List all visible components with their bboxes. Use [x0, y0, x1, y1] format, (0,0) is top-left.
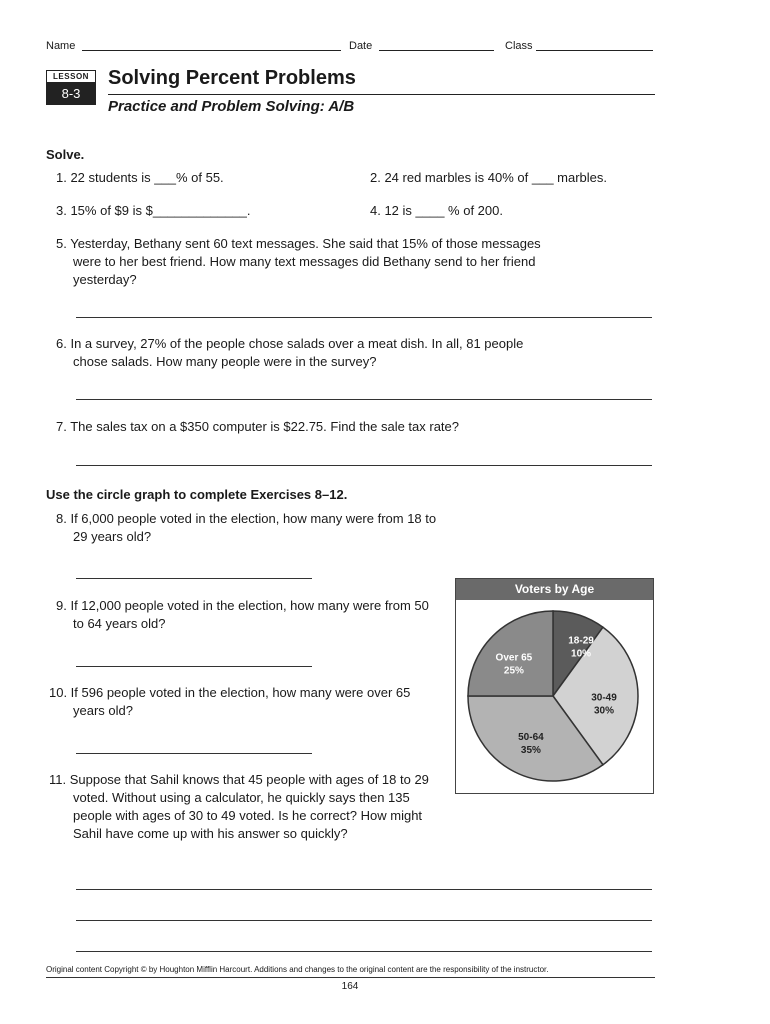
pie-label-50-64: 50-64 — [518, 732, 544, 744]
question-10: 10. If 596 people voted in the election, how many were over 65 years old? — [49, 685, 411, 718]
question-4: 4. 12 is ____ % of 200. — [370, 203, 503, 218]
page-title: Solving Percent Problems — [108, 67, 356, 89]
footer-rule — [46, 977, 655, 978]
pie-svg — [456, 600, 653, 793]
date-field[interactable] — [379, 50, 494, 51]
answer-line-11a[interactable] — [76, 889, 652, 890]
lesson-number: 8-3 — [46, 83, 96, 105]
pie-value-50-64: 35% — [520, 745, 541, 757]
question-1: 1. 22 students is ___% of 55. — [56, 170, 224, 185]
answer-line-5[interactable] — [76, 317, 652, 318]
chart-title: Voters by Age — [456, 579, 653, 600]
pie-value-30-49: 30% — [593, 705, 615, 717]
pie-value-over-65: 25% — [503, 665, 524, 677]
pie-value-18-29: 10% — [571, 648, 592, 660]
name-field[interactable] — [82, 50, 341, 51]
question-5: 5. Yesterday, Bethany sent 60 text messages. She said that 15% of those messages were to her best friend. How many text messages did Bethany send to her friend yesterday? — [56, 236, 541, 287]
answer-line-6[interactable] — [76, 399, 652, 400]
copyright-notice: Original content Copyright © by Houghton Mifflin Harcourt. Additions and changes to the original content are the responsibility of the instructor. — [46, 965, 549, 974]
answer-line-8[interactable] — [76, 578, 312, 579]
answer-line-11b[interactable] — [76, 920, 652, 921]
name-label: Name — [46, 40, 76, 52]
lesson-badge — [46, 70, 96, 106]
question-9: 9. If 12,000 people voted in the election, how many were from 50 to 64 years old? — [56, 598, 429, 631]
answer-line-7[interactable] — [76, 465, 652, 466]
page-subtitle: Practice and Problem Solving: A/B — [108, 98, 355, 115]
question-7: 7. The sales tax on a $350 computer is $22.75. Find the sale tax rate? — [56, 419, 460, 434]
question-8: 8. If 6,000 people voted in the election, how many were from 18 to 29 years old? — [56, 511, 437, 544]
answer-line-11c[interactable] — [76, 951, 652, 952]
pie-label-18-29: 18-29 — [568, 635, 594, 647]
question-3: 3. 15% of $9 is $_____________. — [56, 203, 251, 218]
pie-label-30-49: 30-49 — [591, 692, 617, 704]
class-field[interactable] — [536, 50, 653, 51]
answer-line-10[interactable] — [76, 753, 312, 754]
question-6: 6. In a survey, 27% of the people chose salads over a meat dish. In all, 81 people chose salads. How many people were in the survey? — [56, 336, 524, 369]
class-label: Class — [505, 40, 533, 52]
title-rule — [108, 94, 655, 95]
pie-label-over-65: Over 65 — [495, 652, 533, 664]
page-number: 164 — [341, 981, 359, 992]
question-2: 2. 24 red marbles is 40% of ___ marbles. — [370, 170, 608, 185]
answer-line-9[interactable] — [76, 666, 312, 667]
date-label: Date — [349, 40, 373, 52]
lesson-tag: LESSON — [46, 70, 96, 83]
section-heading-circle-graph: Use the circle graph to complete Exercises 8–12. — [46, 487, 348, 502]
question-11: 11. Suppose that Sahil knows that 45 people with ages of 18 to 29 voted. Without using a calculator, he quickly says then 135 people with ages of 30 to 49 voted. Is he correct? How might Sahil have come up with his answer so quickly? — [49, 772, 429, 841]
voters-by-age-chart — [455, 578, 654, 794]
instruction-solve: Solve. — [46, 147, 85, 162]
